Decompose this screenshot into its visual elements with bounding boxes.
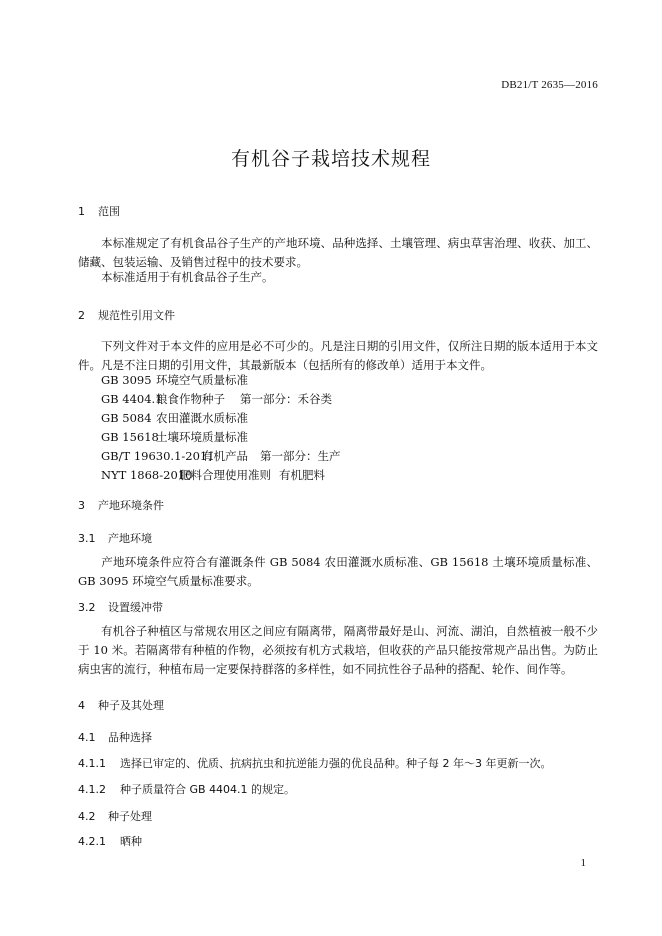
section-number: 3.1 [78,532,96,545]
reference-item: GB 5084 农田灌溉水质标准 [101,411,248,425]
section-title: 产地环境条件 [98,499,164,512]
paragraph-references: 下列文件对于本文件的应用是必不可少的。凡是注日期的引用文件，仅所注日期的版本适用于本文件。凡是不注日期的引用文件，其最新版本（包括所有的修改单）适用于本文件。 [78,339,598,372]
section-number: 4.2.1 [78,835,106,848]
reference-item: GB 15618土壤环境质量标准 [101,430,248,444]
paragraph-scope: 本标准规定了有机食品谷子生产的产地环境、品种选择、土壤管理、病虫草害治理、收获、加工、储藏、包装运输、及销售过程中的技术要求。 [78,236,598,269]
page-number: 1 [580,857,586,869]
section-title: 范围 [98,205,120,218]
section-number: 3 [78,499,85,512]
section-number: 4 [78,699,85,712]
section-number: 3.2 [78,601,96,614]
section-number: 4.1.1 [78,757,106,770]
subsection-heading-3-2 [78,599,163,615]
section-title: 晒种 [120,835,142,848]
reference-item: GB 3095 环境空气质量标准 [101,373,248,387]
paragraph-scope-applicability: 本标准适用于有机食品谷子生产。 [101,270,274,284]
section-number: 2 [78,309,85,322]
clause-text: 种子质量符合 GB 4404.1 的规定。 [120,783,296,796]
subsection-heading-3-1 [78,530,152,546]
reference-item: GB 4404.1粮食作物种子 第一部分：禾谷类 [101,392,332,406]
subsection-heading-4-1 [78,729,152,745]
standard-code: DB21/T 2635—2016 [501,79,598,91]
section-number: 4.1.2 [78,783,106,796]
section-heading-2 [78,307,175,323]
section-title: 规范性引用文件 [98,309,175,322]
section-title: 品种选择 [108,731,152,744]
section-title: 产地环境 [108,532,152,545]
section-title: 种子及其处理 [98,699,164,712]
reference-item: NYT 1868-2010肥料合理使用准则 有机肥料 [101,468,325,482]
section-title: 设置缓冲带 [108,601,163,614]
clause-4-1-2 [78,781,295,797]
clause-4-2-1 [78,833,142,849]
document-title: 有机谷子栽培技术规程 [230,148,431,170]
paragraph-environment: 产地环境条件应符合有灌溉条件 GB 5084 农田灌溉水质标准、GB 15618 土壤环境质量标准、GB 3095 环境空气质量标准要求。 [78,555,598,588]
section-number: 1 [78,205,85,218]
paragraph-buffer-zone: 有机谷子种植区与常规农用区之间应有隔离带，隔离带最好是山、河流、湖泊，自然植被一般不少于 10 米。若隔离带有种植的作物，必须按有机方式栽培，但收获的产品只能按常规产品出售。为防止病虫害的流行，种植布局一定要保持群落的多样性，如不同抗性谷子品种的搭配、轮作、间作等。 [78,624,598,676]
section-number: 4.2 [78,810,96,823]
section-number: 4.1 [78,731,96,744]
reference-item: GB/T 19630.1-2011有机产品 第一部分：生产 [101,449,341,463]
section-heading-3 [78,497,164,513]
clause-4-1-1 [78,755,551,771]
subsection-heading-4-2 [78,808,152,824]
section-heading-4 [78,697,164,713]
section-title: 种子处理 [108,810,152,823]
section-heading-1 [78,203,120,219]
clause-text: 选择已审定的、优质、抗病抗虫和抗逆能力强的优良品种。种子每 2 年～3 年更新一次。 [120,757,552,770]
